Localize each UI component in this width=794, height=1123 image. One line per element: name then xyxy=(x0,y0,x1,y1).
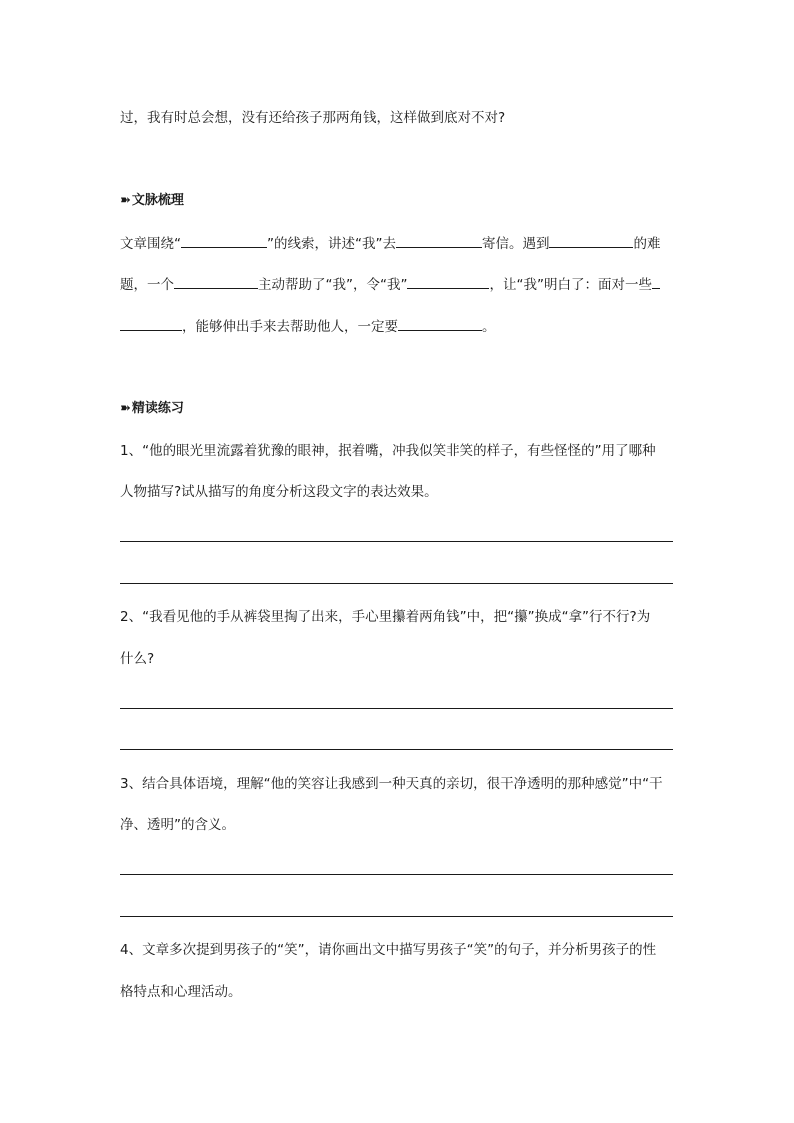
question-1-line-2: 人物描写?试从描写的角度分析这段文字的表达效果。 xyxy=(120,484,438,500)
answer-blank[interactable] xyxy=(396,233,482,248)
answer-blank[interactable] xyxy=(174,274,258,289)
question-4-line-1: 4、文章多次提到男孩子的“笑”，请你画出文中描写男孩子“笑”的句子，并分析男孩子的性 xyxy=(120,942,657,958)
outline-text: 寄信。遇到 xyxy=(481,236,550,252)
section-heading-exercises xyxy=(120,399,184,419)
question-3-line-2: 净、透明”的含义。 xyxy=(120,817,235,833)
answer-line[interactable] xyxy=(120,916,673,917)
outline-text: ，让“我”明白了：面对一些 xyxy=(489,277,652,293)
outline-line-2 xyxy=(120,274,660,295)
outline-line-3 xyxy=(120,316,496,337)
section-heading-outline xyxy=(120,191,184,211)
outline-text: 文章围绕“ xyxy=(120,236,181,252)
answer-line[interactable] xyxy=(120,583,673,584)
answer-blank[interactable] xyxy=(407,274,489,289)
outline-text: ”的线索，讲述“我”去 xyxy=(267,236,396,252)
answer-blank[interactable] xyxy=(652,274,660,289)
question-2-line-2: 什么? xyxy=(120,651,155,667)
answer-line[interactable] xyxy=(120,708,673,709)
section-title-exercises: 精读练习 xyxy=(131,401,184,416)
answer-blank[interactable] xyxy=(398,316,482,331)
intro-text: 过，我有时总会想，没有还给孩子那两角钱，这样做到底对不对? xyxy=(120,110,506,126)
outline-text: 。 xyxy=(482,319,496,335)
question-4-line-2: 格特点和心理活动。 xyxy=(120,984,242,1000)
outline-text: ，能够伸出手来去帮助他人，一定要 xyxy=(182,319,398,335)
arrow-marker-icon: ➽ xyxy=(120,193,129,208)
answer-line[interactable] xyxy=(120,749,673,750)
answer-blank[interactable] xyxy=(549,233,633,248)
question-1-line-1: 1、“他的眼光里流露着犹豫的眼神，抿着嘴，冲我似笑非笑的样子，有些怪怪的”用了哪种 xyxy=(120,443,656,459)
question-3-line-1: 3、结合具体语境，理解“他的笑容让我感到一种天真的亲切，很干净透明的那种感觉”中“干 xyxy=(120,776,663,792)
answer-blank[interactable] xyxy=(181,233,267,248)
arrow-marker-icon: ➽ xyxy=(120,401,129,416)
outline-text: 题，一个 xyxy=(120,277,174,293)
answer-line[interactable] xyxy=(120,541,673,542)
question-2-line-1: 2、“我看见他的手从裤袋里掏了出来，手心里攥着两角钱”中，把“攥”换成“拿”行不行?为 xyxy=(120,609,651,625)
outline-text: 主动帮助了“我”，令“我” xyxy=(258,277,408,293)
outline-text: 的难 xyxy=(633,236,661,252)
answer-line[interactable] xyxy=(120,874,673,875)
outline-line-1 xyxy=(120,233,660,254)
answer-blank[interactable] xyxy=(120,316,182,331)
section-title-outline: 文脉梳理 xyxy=(131,193,184,208)
